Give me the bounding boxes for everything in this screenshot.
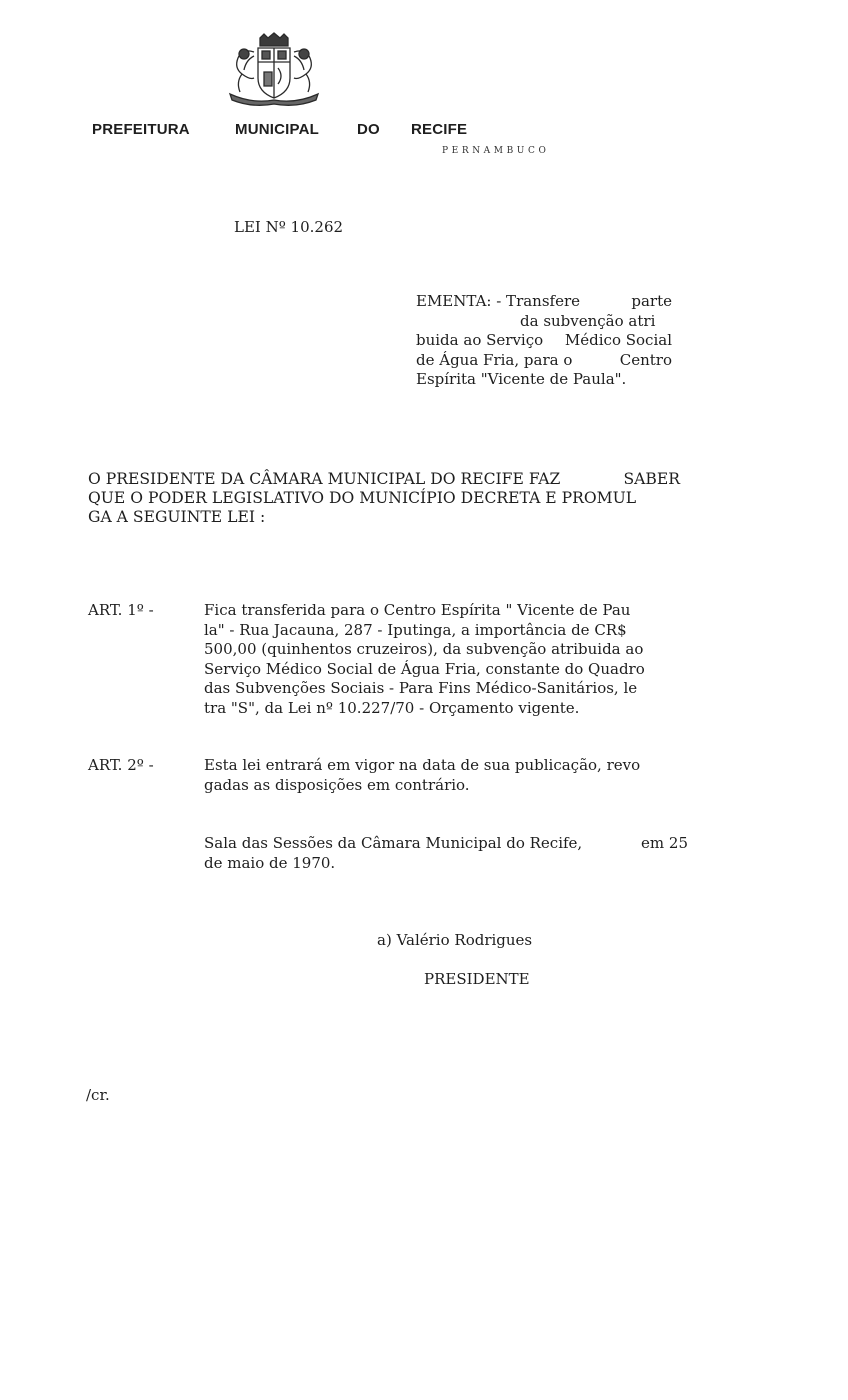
ementa-line xyxy=(416,331,672,351)
article-line xyxy=(204,640,688,660)
article-text: Esta lei entrará em vigor na data de sua publicação, revo xyxy=(204,756,641,774)
ementa-line xyxy=(416,351,672,371)
preamble-text: SABER xyxy=(623,470,680,488)
law-number: LEI Nº 10.262 xyxy=(234,218,344,236)
ementa-text: de Água Fria, para o xyxy=(416,350,573,369)
article-line xyxy=(204,776,688,796)
ementa-line xyxy=(416,292,672,312)
preamble-line xyxy=(88,470,680,489)
article-line xyxy=(204,621,688,641)
preamble xyxy=(88,470,680,527)
typist-reference: /cr. xyxy=(86,1086,110,1104)
letterhead-word: PREFEITURA xyxy=(92,121,190,138)
article-line xyxy=(204,679,688,699)
ementa-line: Espírita "Vicente de Paula". xyxy=(416,370,627,388)
article-text: das Subvenções Sociais - Para Fins Médico-Sanitários, le xyxy=(204,679,638,698)
article-2-label: ART. 2º - xyxy=(88,756,154,774)
ementa-text: parte xyxy=(631,292,672,310)
article-line xyxy=(204,756,688,776)
municipal-coat-of-arms-icon xyxy=(224,32,324,106)
letterhead-word: RECIFE xyxy=(411,121,468,138)
letterhead-word: MUNICIPAL xyxy=(235,121,320,138)
article-line xyxy=(204,601,688,621)
ementa-block xyxy=(416,292,672,390)
signature: a) Valério Rodrigues xyxy=(377,931,533,949)
article-line xyxy=(204,699,688,719)
ementa-text: buida ao Serviço xyxy=(416,331,544,349)
article-line xyxy=(204,660,688,680)
article-2-body xyxy=(204,756,688,795)
signer-title: PRESIDENTE xyxy=(424,970,530,988)
ementa-text: Centro xyxy=(619,350,672,369)
article-text: tra "S", da Lei nº 10.227/70 - Orçamento vigente. xyxy=(204,698,580,717)
letterhead-state: PERNAMBUCO xyxy=(442,146,550,156)
session-statement xyxy=(204,834,688,873)
letterhead-word: DO xyxy=(357,121,380,138)
ementa-line: da subvenção atri xyxy=(520,311,656,330)
preamble-line: QUE O PODER LEGISLATIVO DO MUNICÍPIO DECRETA E PROMUL xyxy=(88,489,637,507)
preamble-text: O PRESIDENTE DA CÂMARA MUNICIPAL DO RECIFE FAZ xyxy=(88,470,561,488)
article-text: Fica transferida para o Centro Espírita " Vicente de Pau xyxy=(204,601,631,619)
session-text: Sala das Sessões da Câmara Municipal do Recife, xyxy=(204,834,583,852)
session-line: de maio de 1970. xyxy=(204,853,336,872)
session-text: em 25 xyxy=(641,834,688,852)
preamble-line: GA A SEGUINTE LEI : xyxy=(88,508,266,526)
article-text: 500,00 (quinhentos cruzeiros), da subvenção atribuida ao xyxy=(204,640,644,659)
article-text: Serviço Médico Social de Água Fria, constante do Quadro xyxy=(204,659,645,678)
session-line xyxy=(204,834,688,854)
article-1-body xyxy=(204,601,688,719)
article-text: la" - Rua Jacauna, 287 - Iputinga, a importância de CR$ xyxy=(204,620,627,639)
ementa-text: Médico Social xyxy=(564,331,672,349)
article-text: gadas as disposições em contrário. xyxy=(204,775,470,794)
article-1-label: ART. 1º - xyxy=(88,601,154,619)
ementa-text: EMENTA: - Transfere xyxy=(416,292,581,310)
